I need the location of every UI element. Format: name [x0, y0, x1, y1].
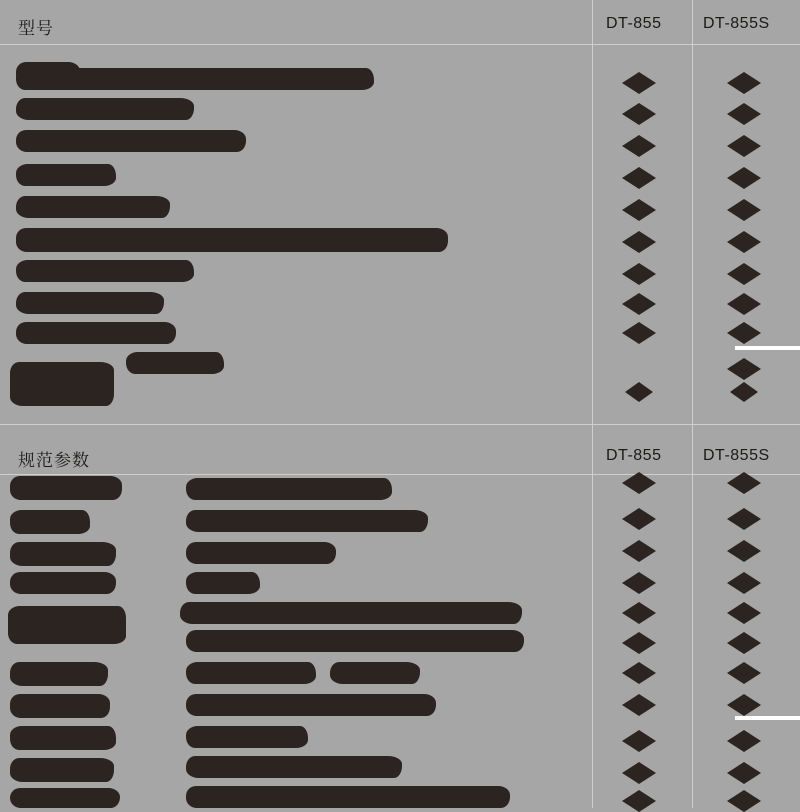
check-mark-dt855	[622, 602, 656, 624]
check-mark-dt855s	[727, 662, 761, 684]
check-mark-dt855s	[727, 508, 761, 530]
check-mark-dt855s	[727, 572, 761, 594]
check-mark-dt855	[622, 540, 656, 562]
check-mark-dt855s	[727, 231, 761, 253]
redacted-label	[10, 662, 108, 686]
check-mark-dt855s	[727, 293, 761, 315]
header-divider-model	[0, 44, 800, 45]
redacted-value	[186, 510, 428, 532]
redacted-label	[10, 572, 116, 594]
check-mark-dt855s	[727, 167, 761, 189]
column-divider-3	[592, 424, 593, 808]
redacted-label	[10, 726, 116, 750]
redacted-label	[16, 228, 448, 252]
check-mark-dt855	[622, 231, 656, 253]
column-header-dt855s: DT-855S	[703, 15, 770, 32]
redacted-label	[16, 322, 176, 344]
section-divider	[0, 424, 800, 425]
check-mark-dt855	[622, 72, 656, 94]
check-mark-dt855	[622, 762, 656, 784]
check-mark-dt855	[625, 382, 653, 402]
redacted-value	[186, 478, 392, 500]
check-mark-dt855s	[727, 358, 761, 380]
redacted-value	[186, 726, 308, 748]
check-mark-dt855	[622, 790, 656, 812]
redacted-label	[16, 164, 116, 186]
redacted-value	[186, 694, 436, 716]
check-mark-dt855s	[727, 762, 761, 784]
check-mark-dt855	[622, 293, 656, 315]
section-title-spec: 规范参数	[18, 451, 90, 470]
redacted-label	[8, 606, 126, 644]
redacted-label	[16, 260, 194, 282]
check-mark-dt855	[622, 135, 656, 157]
check-mark-dt855	[622, 263, 656, 285]
check-mark-dt855s	[727, 790, 761, 812]
spec-column-header-dt855s: DT-855S	[703, 447, 770, 464]
redacted-value	[186, 542, 336, 564]
redacted-label	[10, 758, 114, 782]
redacted-value	[186, 786, 510, 808]
column-divider-1	[592, 0, 593, 424]
check-mark-dt855s	[727, 322, 761, 344]
check-mark-dt855s	[727, 602, 761, 624]
check-mark-dt855	[622, 508, 656, 530]
redacted-label	[16, 68, 374, 90]
check-mark-dt855	[622, 199, 656, 221]
white-rule-model	[735, 346, 800, 350]
check-mark-dt855	[622, 103, 656, 125]
redacted-value	[186, 572, 260, 594]
redacted-label	[16, 292, 164, 314]
column-header-dt855: DT-855	[606, 15, 662, 32]
redacted-value	[186, 630, 524, 652]
check-mark-dt855s	[727, 540, 761, 562]
redacted-label	[126, 352, 224, 374]
column-divider-4	[692, 424, 693, 808]
check-mark-dt855s	[727, 730, 761, 752]
check-mark-dt855s	[727, 694, 761, 716]
check-mark-dt855s	[727, 103, 761, 125]
redacted-label	[10, 510, 90, 534]
check-mark-dt855	[622, 167, 656, 189]
redacted-label	[16, 196, 170, 218]
redacted-label	[10, 476, 122, 500]
redacted-label	[10, 788, 120, 808]
column-divider-2	[692, 0, 693, 424]
white-rule-spec	[735, 716, 800, 720]
check-mark-dt855s	[727, 135, 761, 157]
redacted-value	[186, 756, 402, 778]
redacted-value	[330, 662, 420, 684]
check-mark-dt855s	[727, 263, 761, 285]
redacted-value	[180, 602, 522, 624]
check-mark-dt855	[622, 632, 656, 654]
redacted-label	[10, 694, 110, 718]
redacted-label	[10, 362, 114, 406]
section-title-model: 型号	[18, 19, 54, 38]
check-mark-dt855	[622, 472, 656, 494]
check-mark-dt855s	[727, 199, 761, 221]
redacted-value	[186, 662, 316, 684]
check-mark-dt855	[622, 572, 656, 594]
redacted-label	[16, 130, 246, 152]
check-mark-dt855s	[727, 632, 761, 654]
redacted-label	[10, 542, 116, 566]
header-divider-spec	[0, 474, 800, 475]
check-mark-dt855	[622, 322, 656, 344]
spec-column-header-dt855: DT-855	[606, 447, 662, 464]
check-mark-dt855s	[727, 72, 761, 94]
check-mark-dt855s	[727, 472, 761, 494]
check-mark-dt855	[622, 694, 656, 716]
check-mark-dt855	[622, 730, 656, 752]
check-mark-dt855s	[730, 382, 758, 402]
check-mark-dt855	[622, 662, 656, 684]
redacted-label	[16, 98, 194, 120]
